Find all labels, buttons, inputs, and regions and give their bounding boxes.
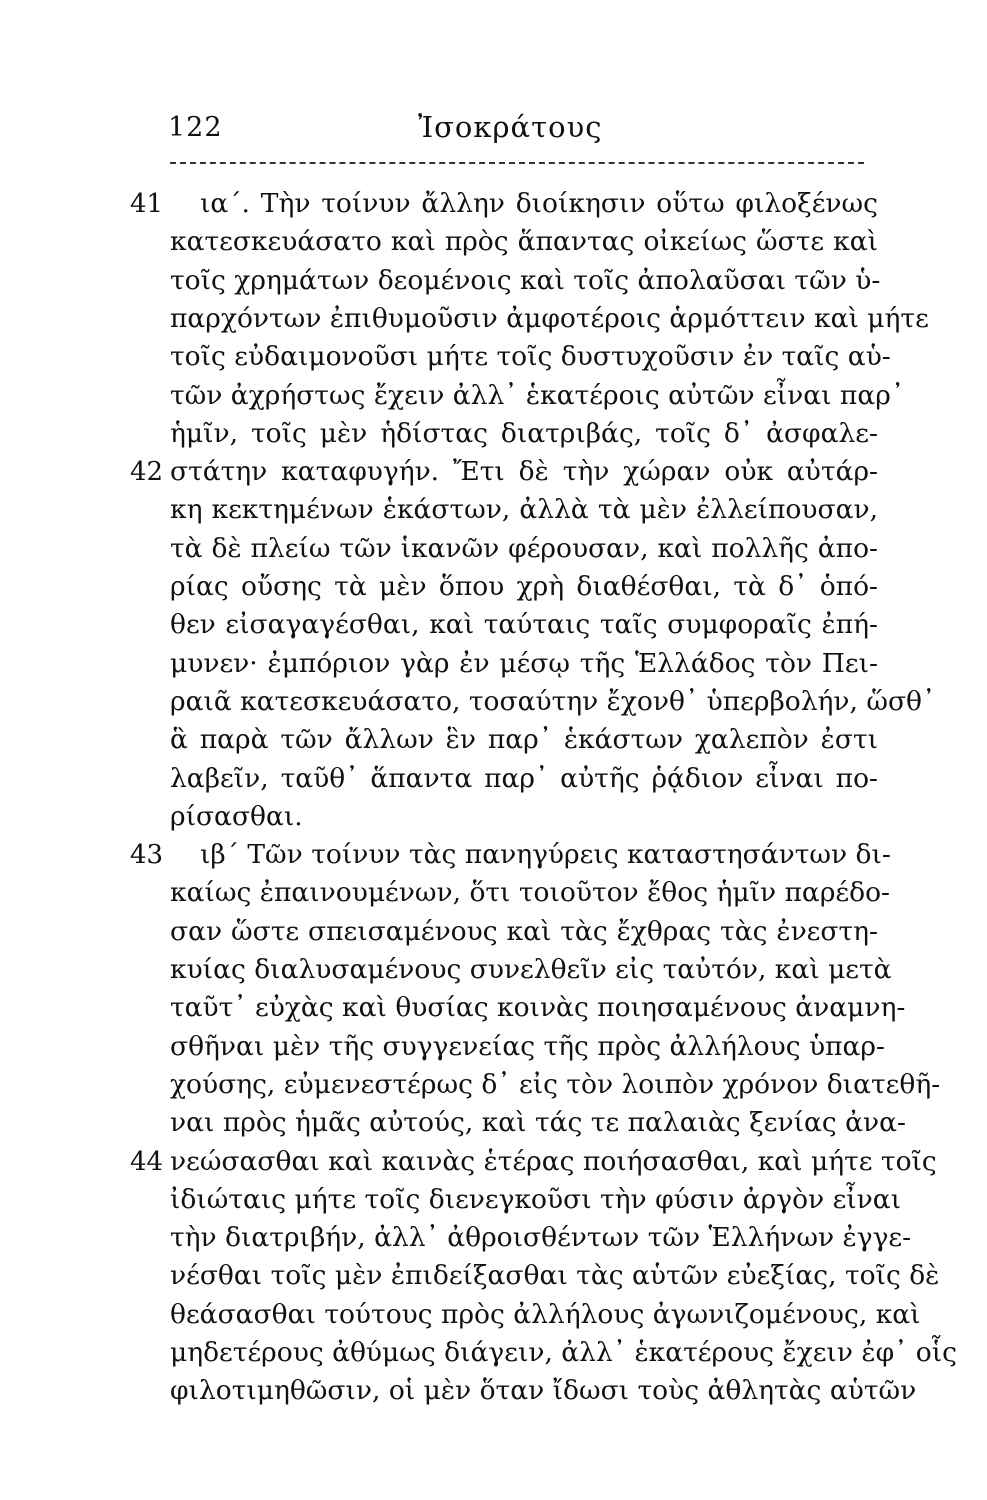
text-line: κυίας διαλυσαμένους συνελθεῖν εἰς ταὐτόν, καὶ μετὰ [170,954,892,985]
text-line: ἡμῖν, τοῖς μὲν ἡδίστας διατριβάς, τοῖς δ᾽ ἀσφαλε- [170,417,878,449]
text-line: κατεσκευάσατο καὶ πρὸς ἅπαντας οἰκείως ὥστε καὶ [170,226,878,258]
text-line: κη κεκτημένων ἑκάστων, ἀλλὰ τὰ μὲν ἐλλείπουσαν, [170,494,878,526]
text-line: τοῖς χρημάτων δεομένοις καὶ τοῖς ἀπολαῦσαι τῶν ὑ- [170,264,881,296]
text-line: καίως ἐπαινουμένων, ὅτι τοιοῦτον ἔθος ἡμῖν παρέδο- [170,877,890,909]
text-line: παρχόντων ἐπιθυμοῦσιν ἀμφοτέροις ἁρμόττειν καὶ μήτε [170,302,929,334]
section-number: 43 [130,840,164,871]
text-line: σαν ὥστε σπεισαμένους καὶ τὰς ἔχθρας τὰς ἐνεστη- [170,915,878,947]
text-line: ραιᾶ κατεσκευάσατο, τοσαύτην ἔχονθ᾽ ὑπερβολήν, ὥσθ᾽ [170,685,936,717]
text-line: τοῖς εὐδαιμονοῦσι μήτε τοῖς δυστυχοῦσιν ἐν ταῖς αὑ- [170,341,891,373]
text-line: λαβεῖν, ταῦθ᾽ ἅπαντα παρ᾽ αὐτῆς ῥᾴδιον εἶναι πο- [170,762,878,794]
text-line: ναι πρὸς ἡμᾶς αὐτούς, καὶ τάς τε παλαιὰς ξενίας ἀνα- [170,1107,907,1139]
text-line: ια΄. Τὴν τοίνυν ἄλλην διοίκησιν οὕτω φιλοξένως [200,188,878,219]
text-line: μηδετέρους ἀθύμως διάγειν, ἀλλ᾽ ἑκατέρους ἔχειν ἐφ᾽ οἷς [170,1337,957,1368]
page-number: 122 [168,112,223,143]
section-number: 41 [130,189,164,219]
text-line: θεν εἰσαγαγέσθαι, καὶ ταύταις ταῖς συμφοραῖς ἐπή- [170,609,878,641]
text-line: μυνεν· ἐμπόριον γὰρ ἐν μέσῳ τῆς Ἑλλάδος τὸν Πει- [170,647,878,679]
text-line: στάτην καταφυγήν. Ἔτι δὲ τὴν χώραν οὐκ αὐτάρ- [170,456,878,488]
text-line: ρίσασθαι. [170,800,303,832]
text-line: τῶν ἀχρήστως ἔχειν ἀλλ᾽ ἑκατέροις αὐτῶν εἶναι παρ᾽ [170,379,905,411]
page-header [168,106,868,154]
text-line: ἰδιώταις μήτε τοῖς διενεγκοῦσι τὴν φύσιν ἀργὸν εἶναι [170,1183,902,1215]
text-line: τὰ δὲ πλείω τῶν ἱκανῶν φέρουσαν, καὶ πολλῆς ἀπο- [170,532,878,564]
text-line: ιβ΄ Τῶν τοίνυν τὰς πανηγύρεις καταστησάντων δι- [200,839,891,871]
text-line: θεάσασθαι τούτους πρὸς ἀλλήλους ἀγωνιζομένους, καὶ [170,1298,921,1330]
section-number: 44 [130,1146,164,1177]
text-line: χούσης, εὐμενεστέρως δ᾽ εἰς τὸν λοιπὸν χρόνον διατεθῆ- [170,1068,941,1100]
text-line: τὴν διατριβήν, ἀλλ᾽ ἀθροισθέντων τῶν Ἑλλήνων ἐγγε- [170,1222,912,1254]
text-line: ταῦτ᾽ εὐχὰς καὶ θυσίας κοινὰς ποιησαμένους ἀναμνη- [170,992,906,1024]
text-line: νεώσασθαι καὶ καινὰς ἑτέρας ποιήσασθαι, καὶ μήτε τοῖς [170,1145,937,1177]
running-title: Ἰσοκράτους [418,110,603,144]
text-line: σθῆναι μὲν τῆς συγγενείας τῆς πρὸς ἀλλήλους ὑπαρ- [170,1030,885,1062]
text-line: νέσθαι τοῖς μὲν ἐπιδείξασθαι τὰς αὑτῶν εὐεξίας, τοῖς δὲ [170,1260,940,1292]
header-rule [170,162,864,164]
section-number: 42 [130,457,164,488]
text-line: ἃ παρὰ τῶν ἄλλων ἓν παρ᾽ ἑκάστων χαλεπὸν ἐστι [170,724,878,756]
text-line: φιλοτιμηθῶσιν, οἱ μὲν ὅταν ἴδωσι τοὺς ἀθλητὰς αὑτῶν [170,1375,917,1407]
text-line: ρίας οὔσης τὰ μὲν ὅπου χρὴ διαθέσθαι, τὰ δ᾽ ὁπό- [170,571,878,602]
